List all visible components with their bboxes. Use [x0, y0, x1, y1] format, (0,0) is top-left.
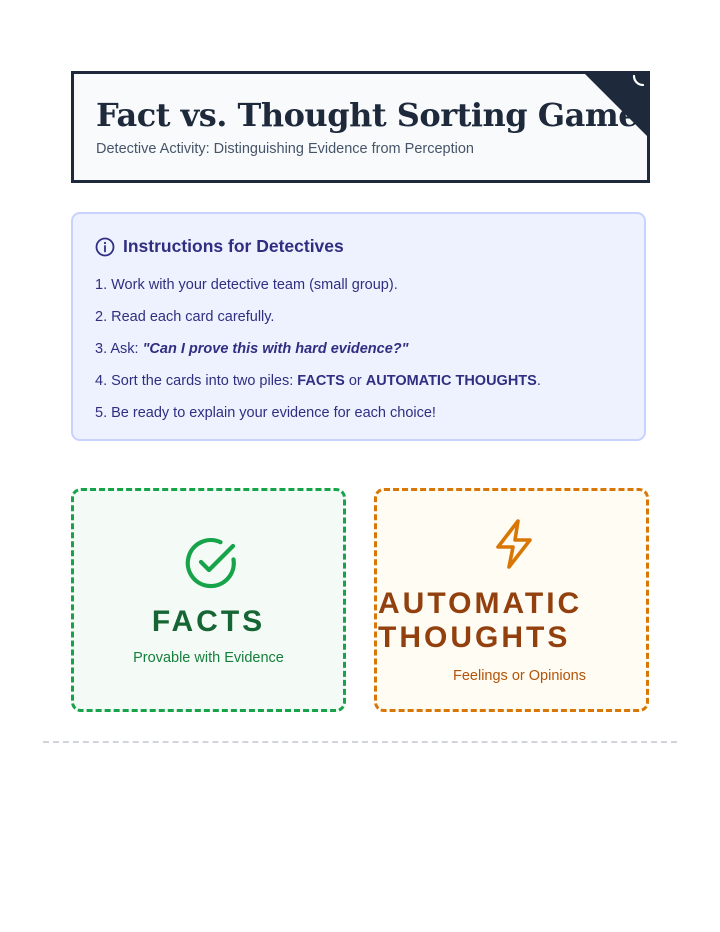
step-3-question: "Can I prove this with hard evidence?"	[142, 341, 409, 357]
header-banner	[71, 71, 650, 183]
step-4-facts: FACTS	[297, 373, 345, 389]
thoughts-label-line-2: THOUGHTS	[378, 621, 571, 654]
step-4-thoughts: AUTOMATIC THOUGHTS	[365, 373, 537, 389]
page-subtitle: Detective Activity: Distinguishing Evidence from Perception	[96, 141, 474, 157]
step-4-suffix: .	[536, 373, 541, 389]
instructions-heading	[95, 236, 344, 257]
instructions-panel	[71, 212, 646, 441]
check-circle-icon	[183, 535, 239, 591]
thoughts-pile-card	[374, 488, 649, 712]
instructions-title: Instructions for Detectives	[123, 236, 344, 256]
page-title: Fact vs. Thought Sorting Game	[96, 96, 639, 134]
lightning-icon	[487, 517, 541, 571]
cut-line-divider	[43, 741, 677, 743]
instruction-step-1: 1. Work with your detective team (small group).	[95, 277, 398, 293]
step-4-or: or	[344, 373, 366, 389]
thoughts-sublabel: Feelings or Opinions	[453, 668, 586, 684]
instruction-step-5: 5. Be ready to explain your evidence for each choice!	[95, 405, 436, 421]
info-icon	[95, 237, 115, 257]
step-4-prefix: 4. Sort the cards into two piles:	[95, 373, 298, 389]
instruction-step-4	[95, 373, 541, 389]
facts-label: FACTS	[151, 605, 266, 638]
facts-pile-card	[71, 488, 346, 712]
thoughts-label-line-1: AUTOMATIC	[378, 587, 583, 620]
facts-sublabel: Provable with Evidence	[133, 650, 284, 666]
step-3-prefix: 3. Ask:	[95, 341, 143, 357]
thoughts-label	[378, 587, 618, 655]
instruction-step-3	[95, 341, 409, 357]
instruction-step-2: 2. Read each card carefully.	[95, 309, 275, 325]
